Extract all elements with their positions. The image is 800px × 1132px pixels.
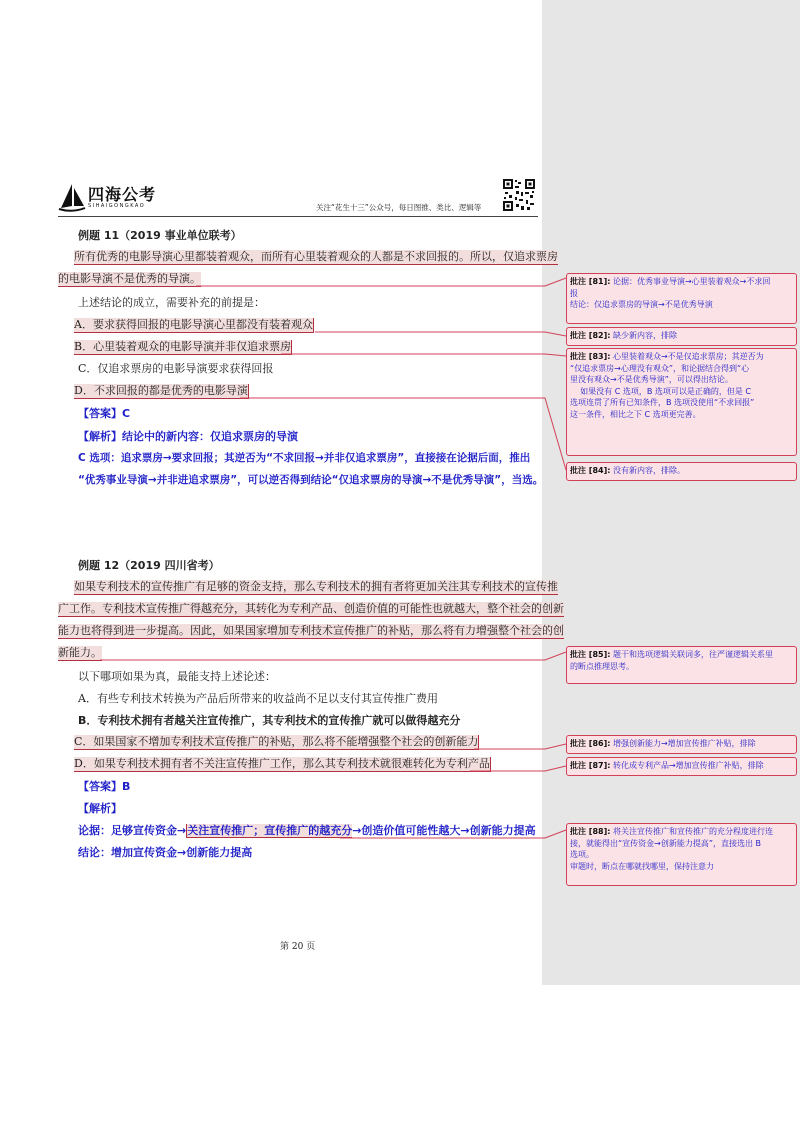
ex11-stem-line1: 所有优秀的电影导演心里都装着观众，而所有心里装着观众的人都是不求回报的。所以，仅追求票房 [74, 250, 558, 263]
ex12-stem-line2: 广工作。专利技术宣传推广得越充分，其转化为专利产品、创造价值的可能性也就越大，整个社会的创新 [58, 602, 564, 615]
comment-84-line1: 没有新内容，排除。 [610, 466, 685, 475]
connector-87 [470, 766, 566, 771]
comment-88-line1: 将关注宣传推广和宣传推广的充分程度进行连 [610, 827, 773, 836]
ex12-answer: 【答案】B [78, 780, 131, 793]
connector-85 [100, 652, 566, 660]
connector-84 [240, 398, 566, 470]
comment-87-label: 批注 [87]: [570, 761, 611, 770]
comment-82[interactable] [566, 327, 797, 346]
comment-87[interactable] [566, 757, 797, 776]
ex11-question: 上述结论的成立，需要补充的前提是： [78, 296, 265, 309]
comment-83-line1: 心里装着观众→不是仅追求票房；其逆否为 [610, 352, 764, 361]
comment-87-line1: 转化成专利产品→增加宣传推广补贴，排除 [610, 761, 764, 770]
comment-81[interactable] [566, 273, 797, 324]
comment-88-line3: 选项。 [570, 850, 594, 859]
ex11-option-d: D．不求回报的都是优秀的电影导演 [74, 384, 248, 397]
ex12-stem-line1: 如果专利技术的宣传推广有足够的资金支持，那么专利技术的拥有者将更加关注其专利技术的宣传推 [74, 580, 558, 593]
header-slogan: 关注“花生十三”公众号，每日图推、类比、逻辑等 [316, 203, 482, 212]
comment-81-line3: 结论：仅追求票房的导演→不是优秀导演 [570, 300, 713, 309]
connector-86 [474, 744, 566, 749]
comment-83-line3: 里没有观众→不是优秀导演”，可以得出结论。 [570, 375, 733, 384]
connector-81 [196, 278, 566, 286]
ex12-conclusion: 结论：增加宣传资金→创新能力提高 [78, 846, 253, 859]
brand-name: 四海公考 [88, 185, 157, 204]
comment-81-line1: 论据：优秀事业导演→心里装着观众→不求回 [610, 277, 771, 286]
ex12-option-c: C．如果国家不增加专利技术宣传推广的补贴，那么将不能增强整个社会的创新能力 [74, 735, 479, 748]
connector-83 [281, 354, 566, 356]
ex12-question: 以下哪项如果为真，最能支持上述论述： [78, 670, 276, 683]
comment-86-line1: 增强创新能力→增加宣传推广补贴，排除 [610, 739, 756, 748]
comment-85-line1: 题干和选项逻辑关联词多，往严谨逻辑关系里 [610, 650, 773, 659]
comment-85-label: 批注 [85]: [570, 650, 611, 659]
comment-86[interactable] [566, 735, 797, 754]
ex11-option-b: B．心里装着观众的电影导演并非仅追求票房 [74, 340, 292, 353]
example-11-title: 例题 11（2019 事业单位联考） [78, 229, 242, 242]
comment-81-label: 批注 [81]: [570, 277, 611, 286]
comment-85[interactable] [566, 646, 797, 684]
ex12-option-a: A．有些专利技术转换为产品后所带来的收益尚不足以支付其宣传推广费用 [78, 692, 438, 705]
comment-82-line1: 缺少新内容，排除 [610, 331, 677, 340]
page-number: 第 20 页 [280, 942, 316, 952]
ex11-option-a: A．要求获得回报的电影导演心里都没有装着观众 [74, 318, 313, 331]
comment-83-line6: 这一条件，相比之下 C 选项更完善。 [570, 409, 701, 419]
ex12-analysis: 【解析】 [78, 802, 122, 815]
comment-88-label: 批注 [88]: [570, 827, 611, 836]
comment-84[interactable] [566, 462, 797, 481]
comment-88-line4: 审题时，断点在哪就找哪里，保持注意力 [570, 861, 714, 871]
example-12-title: 例题 12（2019 四川省考） [78, 559, 220, 572]
connector-88 [340, 830, 566, 838]
comment-83-label: 批注 [83]: [570, 352, 611, 361]
ex11-answer: 【答案】C [78, 407, 131, 420]
comment-85-line2: 的断点推理思考。 [570, 661, 634, 671]
comment-83-line5: 选项连贯了所有已知条件，B 选项没使用“不求回报” [570, 398, 755, 407]
brand-subtitle: SIHAIGONGKAO [88, 203, 146, 209]
ex11-explain-line1: C 选项：追求票房→要求回报；其逆否为“不求回报→并非仅追求票房”，直接接在论据后面，推出 [78, 452, 531, 464]
comment-81-line2: 报 [570, 288, 578, 298]
comment-86-label: 批注 [86]: [570, 739, 611, 748]
ex12-argument-part1: 论据：足够宣传资金→ [78, 824, 187, 837]
comment-84-label: 批注 [84]: [570, 466, 611, 475]
ex12-argument-part3: →创造价值可能性越大→创新能力提高 [352, 824, 536, 837]
comment-88[interactable] [566, 823, 797, 886]
ex12-option-d: D．如果专利技术拥有者不关注宣传推广工作，那么其专利技术就很难转化为专利产品 [74, 757, 490, 770]
ex11-option-c: C．仅追求票房的电影导演要求获得回报 [78, 362, 274, 375]
ex12-argument-highlight: 关注宣传推广；宣传推广的越充分 [187, 824, 353, 837]
comment-82-label: 批注 [82]: [570, 331, 611, 340]
ex12-stem-line3: 能力也将得到进一步提高。因此，如果国家增加专利技术宣传推广的补贴，那么将有力增强整个社会的创 [58, 624, 564, 637]
ex12-option-b: B．专利技术拥有者越关注宣传推广，其专利技术的宣传推广就可以做得越充分 [78, 714, 461, 727]
ex11-analysis: 【解析】结论中的新内容：仅追求票房的导演 [78, 430, 298, 443]
comment-88-line2: 接，就能得出“宣传资金→创新能力提高”，直接选出 B [570, 838, 762, 848]
ex12-stem-line4: 新能力。 [58, 646, 102, 659]
ex11-explain-line2: “优秀事业导演→并非进追求票房”，可以逆否得到结论“仅追求票房的导演→不是优秀导演”，当选。 [78, 474, 544, 486]
comment-83-line2: “仅追求票房→心理没有观众”，和论据结合得到“心 [570, 363, 750, 373]
connector-82 [315, 332, 566, 336]
comment-83[interactable] [566, 348, 797, 456]
comment-83-line4: 如果没有 C 选项，B 选项可以是正确的，但是 C [570, 386, 752, 396]
ex11-stem-line2: 的电影导演不是优秀的导演。 [58, 272, 201, 285]
